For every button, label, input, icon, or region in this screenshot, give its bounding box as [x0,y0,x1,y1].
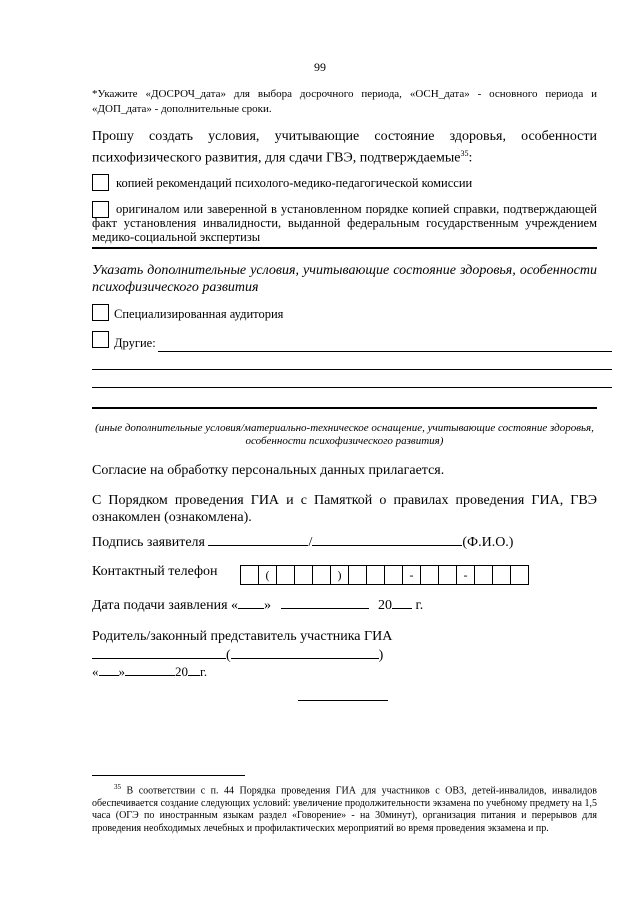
fio-caption: (Ф.И.О.) [462,535,514,550]
submission-date-quote-close: » [264,598,272,613]
pmpk-copy-checkbox[interactable] [92,174,109,191]
submission-date-label: Дата подачи заявления « [92,598,239,613]
request-paragraph [92,128,597,167]
period-note: *Укажите «ДОСРОЧ_дата» для выбора досрочного периода, «ОСН_дата» - основного периода и «ДОП_дата» - дополнительные сроки. [92,88,597,115]
conditions-hint: (иные дополнительные условия/материально-техническое оснащение, учитывающие состояние здоровья, особенности психофизического развития) [95,422,594,447]
submission-month-field[interactable] [281,594,369,609]
phone-cell[interactable]: - [403,566,421,584]
familiarization-statement: С Порядком проведения ГИА и с Памяткой о правилах проведения ГИА, ГВЭ ознакомлен (ознакомлена). [92,493,597,525]
phone-cell[interactable] [241,566,259,584]
footnote-number: 35 [114,783,121,791]
parent-label: Родитель/законный представитель участника ГИА [92,629,393,644]
phone-grid[interactable] [240,565,529,585]
end-separator [298,700,388,701]
parent-fio-field[interactable] [231,644,379,659]
parent-close-paren: ) [378,648,384,663]
phone-cell[interactable] [421,566,439,584]
other-conditions-label: Другие: [114,336,156,350]
signature-separator: / [308,535,313,550]
phone-cell[interactable] [349,566,367,584]
signature-field[interactable] [208,531,308,546]
other-conditions-line[interactable] [92,387,612,388]
parent-date-row [92,661,392,680]
phone-cell[interactable]: ) [331,566,349,584]
special-room-label: Специализированная аудитория [114,307,284,321]
footnote-separator [92,775,245,776]
phone-cell[interactable]: - [457,566,475,584]
phone-cell[interactable] [313,566,331,584]
phone-cell[interactable] [439,566,457,584]
footnote-text: В соответствии с п. 44 Порядка проведения ГИА для участников с ОВЗ, детей-инвалидов, инвалидов обеспечивается создание следующих условий: увеличение продолжительности экзамена по учебному предмету на 1,5 часа (ОГЭ по иностранным языкам раздел «Говорение» - на 30минут), организация питания и перерывов для проведения необходимых лечебных и профилактических мероприятий во время проведения экзамена и пр. [92,785,598,834]
phone-cell[interactable] [511,566,529,584]
disability-certificate-label: оригиналом или заверенной в установленном порядке копией справки, подтверждающей факт установления инвалидности, выданной федеральным государственным учреждением медико-социальной экспертизы [92,202,597,244]
signature-row [92,531,612,551]
phone-cell[interactable] [277,566,295,584]
parent-month-field[interactable] [125,661,175,676]
phone-cell[interactable] [475,566,493,584]
phone-label: Контактный телефон [92,564,218,579]
parent-open-paren: ( [226,648,231,663]
submission-date-row [92,594,612,614]
pmpk-copy-label: копией рекомендаций психолого-медико-педагогической комиссии [116,176,473,190]
submission-year-suffix: г. [415,598,424,613]
parent-year-prefix: 20 [175,664,188,679]
parent-year-suffix: г. [200,664,208,679]
submission-year-field[interactable] [392,594,412,609]
footnote [92,781,597,835]
phone-cell[interactable] [295,566,313,584]
special-room-checkbox[interactable] [92,304,109,321]
request-text: Прошу создать условия, учитывающие состояние здоровья, особенности психофизического развития, для сдачи ГВЭ, подтверждаемые [92,129,597,166]
request-colon: : [468,150,473,166]
fio-field[interactable] [312,531,462,546]
signature-label: Подпись заявителя [92,535,205,550]
submission-day-field[interactable] [238,594,264,609]
other-conditions-line[interactable] [158,351,612,352]
section-divider [92,247,597,249]
phone-cell[interactable]: ( [259,566,277,584]
phone-cell[interactable] [367,566,385,584]
parent-date-open: « [92,664,99,679]
consent-statement: Согласие на обработку персональных данных прилагается. [92,463,445,478]
parent-signature-field[interactable] [92,644,226,659]
parent-year-field[interactable] [188,661,200,676]
phone-cell[interactable] [385,566,403,584]
footnote-ref: 35 [460,149,469,158]
submission-year-prefix: 20 [378,598,393,613]
other-conditions-checkbox[interactable] [92,331,109,348]
section-divider [92,407,597,409]
conditions-title: Указать дополнительные условия, учитывающие состояние здоровья, особенности психофизического развития [92,263,597,295]
parent-day-field[interactable] [99,661,119,676]
parent-date-close: » [118,664,125,679]
phone-cell[interactable] [493,566,511,584]
page-number: 99 [314,60,326,74]
other-conditions-line[interactable] [92,369,612,370]
